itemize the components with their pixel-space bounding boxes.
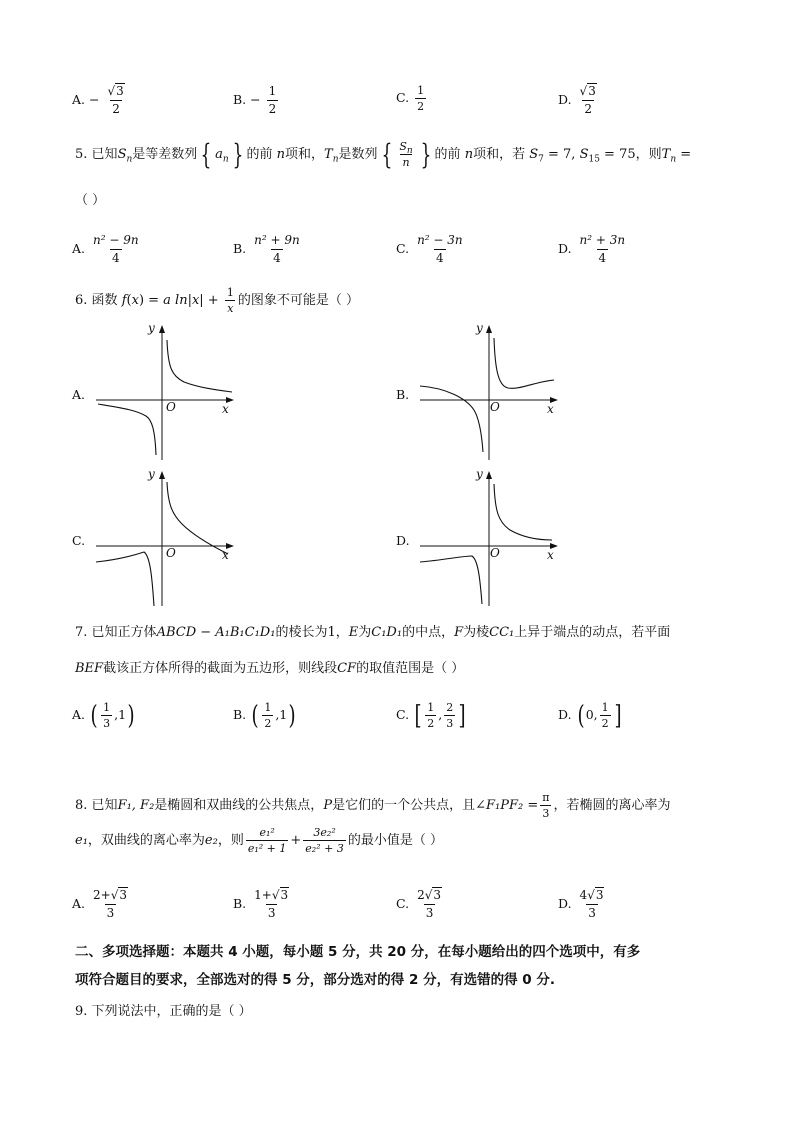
numerator: 1 xyxy=(226,286,234,299)
fraction xyxy=(397,140,414,169)
stem-text: 的最小值是（ ） xyxy=(347,833,443,848)
graph-b-svg xyxy=(416,320,566,465)
stem-text: 的取值范围是（ ） xyxy=(356,661,465,676)
sub-n: n xyxy=(670,154,677,165)
axis-y-label: y xyxy=(476,321,483,335)
var-n: n xyxy=(464,147,474,162)
denominator: 2 xyxy=(584,102,593,116)
sub-n: n xyxy=(222,154,229,165)
numerator: 1 xyxy=(417,84,425,97)
numerator: 2 xyxy=(446,701,454,714)
interval-end: ,1 xyxy=(114,707,127,722)
fraction xyxy=(425,701,436,730)
option-letter: B. xyxy=(233,241,247,256)
origin-label: O xyxy=(490,546,500,560)
sqrt-icon: √ xyxy=(110,888,119,902)
axis-x-label: x xyxy=(222,548,229,562)
q6-graph-a xyxy=(92,320,242,469)
denominator: 4 xyxy=(598,251,607,265)
stem-text: 是数列 xyxy=(338,147,378,162)
denominator: 3 xyxy=(588,906,596,920)
q6-option-b-label: B. xyxy=(396,387,410,402)
question-number: 7. xyxy=(75,625,88,640)
denominator: 3 xyxy=(446,717,454,730)
var-S: S xyxy=(579,147,589,162)
segment-CF: CF xyxy=(337,661,357,676)
equation: = xyxy=(676,147,692,162)
numerator: π xyxy=(542,791,550,804)
numerator: 1+ xyxy=(254,888,272,902)
interval-start: 0, xyxy=(585,707,598,722)
stem-text: 项和， xyxy=(285,147,325,162)
option-letter: D. xyxy=(558,896,572,911)
fraction xyxy=(540,791,551,820)
axis-y-label: y xyxy=(148,467,155,481)
fraction xyxy=(303,826,346,855)
section-heading-line2: 项符合题目的要求，全部选对的得 5 分，部分选对的得 2 分，有选错的得 0 分. xyxy=(75,972,556,988)
stem-text: 的棱长为 xyxy=(275,625,328,640)
segment-C1D1: C₁D₁ xyxy=(371,625,403,640)
stem-text: 为 xyxy=(358,625,372,640)
minus-sign: − xyxy=(89,92,100,107)
numerator: 1 xyxy=(427,701,435,714)
denominator: 4 xyxy=(273,251,281,265)
q6-option-d-label: D. xyxy=(396,533,410,548)
angle-expression: ∠F₁PF₂ = xyxy=(475,798,539,813)
foci: F₁, F₂ xyxy=(117,798,155,813)
stem-text: 已知 xyxy=(91,147,118,162)
left-brace-icon: { xyxy=(200,137,212,171)
q5-answer-paren xyxy=(75,192,105,210)
axis-y-label: y xyxy=(148,321,155,335)
denominator: 2 xyxy=(417,100,425,113)
var-T: T xyxy=(661,147,671,162)
q4-option-c xyxy=(396,84,428,113)
fraction xyxy=(578,84,599,117)
question-number: 5. xyxy=(75,147,88,162)
q5-option-c xyxy=(396,233,467,266)
edge-length: 1 xyxy=(327,625,336,640)
question-number: 9. xyxy=(75,1004,88,1019)
function-expression: = a ln|x| + xyxy=(144,293,223,308)
q6-stem: 6. 函数 f(x) = a ln|x| + $\frac{1}{x}$ 的图象不可能是（ ） xyxy=(75,286,359,315)
q6-graph-b xyxy=(416,320,566,469)
curve-right xyxy=(494,338,554,388)
q5-option-b xyxy=(233,233,304,266)
option-letter: C. xyxy=(396,707,410,722)
q8-stem-line1 xyxy=(75,791,670,820)
option-letter: A. xyxy=(72,896,86,911)
axis-y-label: y xyxy=(476,467,483,481)
answer-paren: （ ） xyxy=(75,193,106,208)
var-T: T xyxy=(324,147,333,162)
q8-option-a xyxy=(72,888,132,921)
fraction xyxy=(578,888,607,921)
q7-option-b xyxy=(233,701,297,730)
curve-left xyxy=(420,386,483,452)
left-paren-icon: ( xyxy=(577,700,585,731)
stem-text: ，则 xyxy=(635,147,662,162)
stem-text: 的中点， xyxy=(402,625,455,640)
q8-stem-line2 xyxy=(75,826,443,856)
sqrt-icon: √ xyxy=(271,888,280,902)
numerator: 1 xyxy=(268,84,277,98)
curve-right xyxy=(167,482,228,554)
right-brace-icon: } xyxy=(232,137,243,171)
point-P: P xyxy=(323,798,333,813)
curve-left xyxy=(420,556,482,604)
q4-option-b xyxy=(233,84,280,117)
axis-x-label: x xyxy=(222,402,229,416)
q6-option-c-label: C. xyxy=(72,533,86,548)
equation: = 75 xyxy=(599,147,636,162)
var-x: x xyxy=(131,293,139,308)
numerator: e₁² xyxy=(259,826,275,839)
right-brace-icon: } xyxy=(420,137,431,171)
sub-15: 15 xyxy=(588,154,600,165)
numerator: 1 xyxy=(264,701,272,714)
fraction xyxy=(252,888,291,921)
denominator: 3 xyxy=(425,906,434,920)
numerator: 2+ xyxy=(93,888,111,902)
stem-text: 已知正方体 xyxy=(91,625,157,640)
stem-text: 为棱 xyxy=(463,625,490,640)
numerator: 3e₂² xyxy=(313,826,336,839)
denominator: e₁² + 1 xyxy=(247,842,287,855)
edge-CC1: CC₁ xyxy=(489,625,515,640)
denominator: 4 xyxy=(111,251,120,265)
y-axis-arrow-icon xyxy=(486,325,492,333)
fraction xyxy=(246,826,289,855)
stem-text: 上异于端点的动点，若平面 xyxy=(514,625,671,640)
option-letter: A. xyxy=(72,241,86,256)
stem-text: 截该正方体所得的截面为五边形，则线段 xyxy=(103,661,338,676)
curve-right xyxy=(494,484,552,540)
graph-a-svg xyxy=(92,320,242,465)
q5-stem xyxy=(75,137,692,171)
numerator: n² + 3n xyxy=(579,233,626,247)
fraction xyxy=(105,84,126,117)
denominator: 3 xyxy=(103,717,111,730)
stem-text: 的前 xyxy=(246,147,273,162)
sqrt-icon: √ xyxy=(587,888,595,902)
denominator: 2 xyxy=(264,717,272,730)
left-paren-icon: ( xyxy=(90,700,98,731)
var-S: S xyxy=(117,147,127,162)
var-e1: e₁ xyxy=(75,833,88,848)
var-S: S xyxy=(529,147,539,162)
q8-option-b xyxy=(233,888,293,921)
q7-option-d xyxy=(558,701,623,730)
point-E: E xyxy=(348,625,359,640)
numerator: n² − 9n xyxy=(93,233,139,247)
stem-text: 是它们的一个公共点，且 xyxy=(332,798,476,813)
numerator: 3 xyxy=(588,84,596,98)
option-letter: D. xyxy=(558,707,572,722)
q6-graph-d xyxy=(416,466,566,615)
question-number: 8. xyxy=(75,798,88,813)
equation: = 7, xyxy=(543,147,580,162)
fraction xyxy=(444,701,455,730)
numerator: n² − 3n xyxy=(417,233,463,247)
y-axis-arrow-icon xyxy=(159,325,165,333)
stem-text: ，则 xyxy=(217,833,244,848)
denominator: 2 xyxy=(427,717,435,730)
interval-end: ,1 xyxy=(275,707,288,722)
stem-text: 是椭圆和双曲线的公共焦点， xyxy=(154,798,324,813)
denominator: 3 xyxy=(106,906,115,920)
fraction xyxy=(415,233,465,266)
denominator: 2 xyxy=(112,102,120,116)
fraction xyxy=(578,233,628,266)
denominator: 3 xyxy=(267,906,276,920)
q6-graph-c xyxy=(92,466,242,615)
axis-x-label: x xyxy=(547,548,554,562)
stem-text: 项和，若 xyxy=(473,147,526,162)
q7-option-c: C. [ $\frac{1}{2}$ , $\frac{2}{3}$ ] xyxy=(396,700,466,731)
right-paren-icon: ) xyxy=(288,700,296,731)
curve-left xyxy=(96,552,154,606)
fraction xyxy=(267,84,279,117)
option-letter: B. xyxy=(233,92,247,107)
right-bracket-icon: ] xyxy=(614,700,622,731)
q4-option-d xyxy=(558,84,601,117)
y-axis-arrow-icon xyxy=(159,471,165,479)
q5-option-d xyxy=(558,233,629,266)
q5-option-a xyxy=(72,233,143,266)
stem-text: 函数 xyxy=(91,293,118,308)
fraction xyxy=(252,233,302,266)
sqrt-icon: √ xyxy=(579,84,588,98)
fraction xyxy=(91,888,130,921)
fraction xyxy=(415,84,426,113)
option-letter: D. xyxy=(558,241,572,256)
option-letter: B. xyxy=(233,707,247,722)
option-letter: B. xyxy=(233,896,247,911)
sub-n: n xyxy=(332,154,339,165)
numerator: 1 xyxy=(103,701,111,714)
fraction xyxy=(415,888,444,921)
point-F: F xyxy=(454,625,464,640)
right-paren-icon: ) xyxy=(127,700,135,731)
left-paren-icon: ( xyxy=(251,700,259,731)
q4-option-a xyxy=(72,84,129,117)
q9-stem xyxy=(75,1003,252,1021)
radicand: 3 xyxy=(433,888,442,902)
numerator: 2 xyxy=(417,888,425,902)
option-letter: D. xyxy=(558,92,572,107)
q8-option-d xyxy=(558,888,608,921)
left-brace-icon: { xyxy=(381,137,392,171)
axis-x-label: x xyxy=(547,402,554,416)
stem-text: 的图象不可能是（ ） xyxy=(237,293,359,308)
denominator: 2 xyxy=(601,717,609,730)
numerator: 3 xyxy=(116,84,124,98)
denominator: 2 xyxy=(268,102,277,116)
var-n: n xyxy=(402,156,410,169)
sqrt-icon: √ xyxy=(107,84,116,98)
right-bracket-icon: ] xyxy=(458,700,466,731)
fraction xyxy=(600,701,611,730)
radicand: 3 xyxy=(595,888,604,902)
plane-BEF: BEF xyxy=(75,661,104,676)
left-bracket-icon: [ xyxy=(414,700,422,731)
curve-right xyxy=(167,340,232,392)
numerator: 1 xyxy=(601,701,609,714)
var-e2: e₂ xyxy=(204,833,218,848)
var-n: n xyxy=(276,147,286,162)
question-number: 6. xyxy=(75,293,88,308)
origin-label: O xyxy=(166,400,176,414)
q7-stem-line2 xyxy=(75,660,464,678)
option-letter: C. xyxy=(396,241,410,256)
numerator: n² + 9n xyxy=(254,233,300,247)
radicand: 3 xyxy=(119,888,127,902)
stem-text: ， xyxy=(335,625,349,640)
sub-n: n xyxy=(406,146,413,157)
stem-text: 是等差数列 xyxy=(132,147,198,162)
q6-option-a-label: A. xyxy=(72,387,86,402)
sqrt-icon: √ xyxy=(424,888,433,902)
denominator: 3 xyxy=(542,807,550,820)
stem-text: ，若椭圆的离心率为 xyxy=(553,798,671,813)
var-S: S xyxy=(399,140,407,153)
numerator: 4 xyxy=(579,888,588,902)
var-f: f xyxy=(121,293,127,308)
plus-sign: + xyxy=(290,833,302,848)
denominator: e₂² + 3 xyxy=(305,842,344,855)
sub-7: 7 xyxy=(538,154,544,165)
y-axis-arrow-icon xyxy=(486,471,492,479)
cube-name: ABCD − A₁B₁C₁D₁ xyxy=(156,625,276,640)
q8-option-c xyxy=(396,888,446,921)
minus-sign: − xyxy=(250,92,261,107)
section-heading-line1: 二、多项选择题：本题共 4 小题，每小题 5 分，共 20 分，在每小题给出的四个选项中，有多 xyxy=(75,944,641,960)
section-heading xyxy=(75,938,735,994)
var-a: a xyxy=(215,147,223,162)
sub-n: n xyxy=(126,154,133,165)
fraction xyxy=(101,701,112,730)
stem-text: 已知 xyxy=(91,798,118,813)
origin-label: O xyxy=(166,546,176,560)
graph-d-svg xyxy=(416,466,566,611)
denominator: x xyxy=(227,302,234,315)
stem-text: ，双曲线的离心率为 xyxy=(87,833,205,848)
graph-c-svg xyxy=(92,466,242,611)
option-letter: C. xyxy=(396,896,410,911)
option-letter: C. xyxy=(396,90,410,105)
radicand: 3 xyxy=(280,888,289,902)
fraction xyxy=(225,286,236,315)
q7-stem-line1 xyxy=(75,624,670,642)
origin-label: O xyxy=(490,400,500,414)
option-letter: A. xyxy=(72,707,86,722)
denominator: 4 xyxy=(436,251,444,265)
fraction xyxy=(91,233,141,266)
stem-text: 下列说法中，正确的是（ ） xyxy=(91,1004,252,1019)
option-letter: A. xyxy=(72,92,86,107)
q7-option-a xyxy=(72,701,136,730)
fraction xyxy=(262,701,273,730)
stem-text: 的前 xyxy=(434,147,461,162)
curve-left xyxy=(98,404,156,455)
